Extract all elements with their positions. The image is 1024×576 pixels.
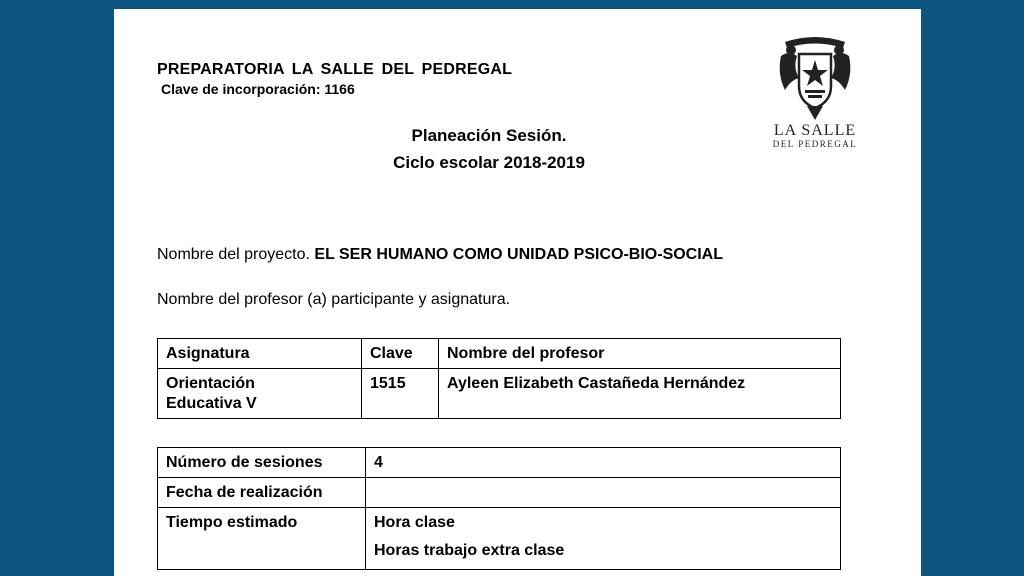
sesiones-value: 4 [366, 448, 841, 478]
session-table [157, 447, 841, 570]
cell-asignatura: Orientación Educativa V [158, 369, 362, 419]
professor-heading: Nombre del profesor (a) participante y asignatura. [157, 291, 511, 308]
subject-table [157, 338, 841, 419]
table-row [158, 508, 841, 570]
header-asignatura: Asignatura [158, 339, 362, 369]
project-line [157, 246, 723, 264]
table-header-row [158, 339, 841, 369]
cell-clave: 1515 [362, 369, 439, 419]
eagle-crest-icon [775, 34, 855, 120]
tiempo-value: Hora clase Horas trabajo extra clase [366, 508, 841, 570]
table-row [158, 478, 841, 508]
sesiones-label: Número de sesiones [158, 448, 366, 478]
fecha-value [366, 478, 841, 508]
fecha-label: Fecha de realización [158, 478, 366, 508]
header-clave: Clave [362, 339, 439, 369]
title-line-2: Ciclo escolar 2018-2019 [393, 153, 585, 172]
la-salle-logo [769, 34, 861, 154]
cell-profesor: Ayleen Elizabeth Castañeda Hernández [439, 369, 841, 419]
table-row [158, 369, 841, 419]
logo-subtitle: DEL PEDREGAL [772, 139, 858, 149]
tiempo-label: Tiempo estimado [158, 508, 366, 570]
school-name: PREPARATORIA LA SALLE DEL PEDREGAL [157, 61, 513, 78]
document-page [114, 9, 921, 576]
logo-name: LA SALLE [773, 122, 857, 139]
incorporation-code: Clave de incorporación: 1166 [161, 81, 355, 97]
project-name: EL SER HUMANO COMO UNIDAD PSICO-BIO-SOCIAL [314, 246, 724, 263]
document-title [304, 122, 674, 176]
title-line-1: Planeación Sesión. [411, 126, 567, 145]
table-row [158, 448, 841, 478]
project-label: Nombre del proyecto. [157, 246, 315, 263]
header-profesor: Nombre del profesor [439, 339, 841, 369]
